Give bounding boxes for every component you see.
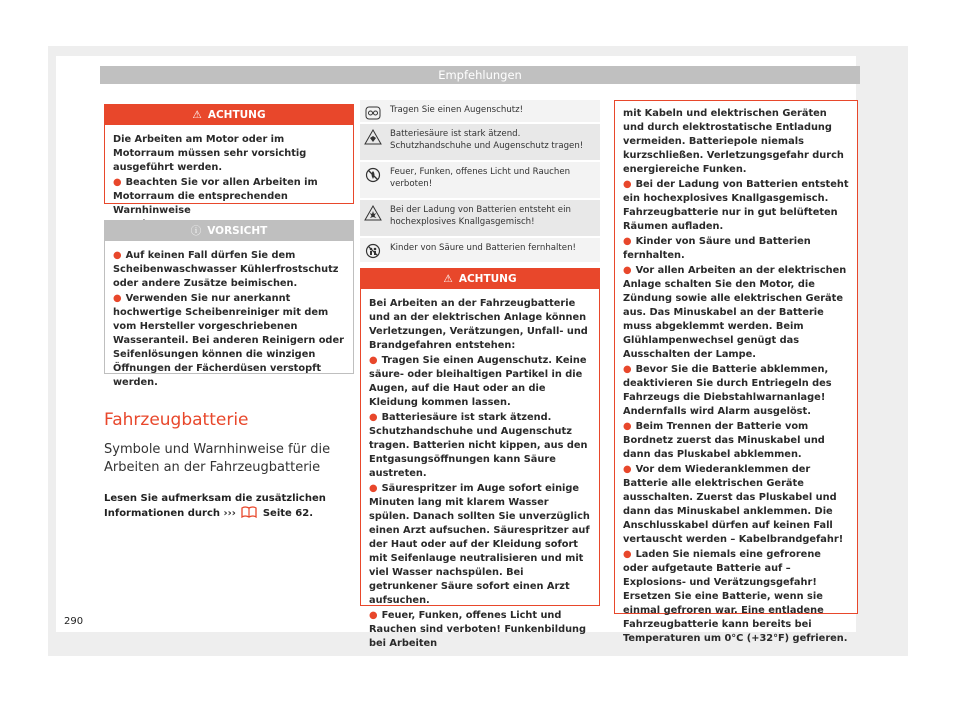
warning-bullet: ● Bei der Ladung von Batterien entsteht ein hochexplosives Knallgasgemisch. Fahrzeugbatterie nur in gut belüfteten Räumen aufladen. <box>623 179 849 232</box>
book-icon <box>241 506 257 521</box>
warning-bullet: ● Batteriesäure ist stark ätzend. Schutzhandschuhe und Augenschutz tragen. Batterien nicht kippen, aus den Entgasungsöffnungen kann Säure austreten. <box>369 412 588 479</box>
reference-arrow-icon: ››› <box>223 508 236 519</box>
warning-box-heading: ⚠ ACHTUNG <box>361 269 599 289</box>
page-reference-link[interactable]: Seite 62. <box>262 508 313 519</box>
warning-text: Die Arbeiten am Motor oder im Motorraum müssen sehr vorsichtig ausgeführt werden. <box>113 134 307 173</box>
warning-bullet: ● Kinder von Säure und Batterien fernhalten. <box>623 236 811 261</box>
warning-box-battery <box>360 268 600 649</box>
keep-children-away-icon <box>360 238 386 260</box>
page-number: 290 <box>64 616 84 627</box>
acid-warning-icon <box>360 124 386 146</box>
symbol-text: Batteriesäure ist stark ätzend. Schutzhandschuhe und Augenschutz tragen! <box>390 129 584 151</box>
warning-bullet: ● Bevor Sie die Batterie abklemmen, deaktivieren Sie durch Entriegeln des Fahrzeugs die Diebstahlwarnanlage! Andernfalls wird Alarm ausgelöst. <box>623 364 832 417</box>
symbol-row <box>360 200 600 238</box>
symbol-text: Bei der Ladung von Batterien entsteht ein hochexplosives Knallgasgemisch! <box>390 205 571 227</box>
explosion-warning-icon <box>360 200 386 222</box>
section-title: Fahrzeugbatterie <box>104 410 249 430</box>
warning-bullet: ● Beachten Sie vor allen Arbeiten im Motorraum die entsprechenden Warnhinweise <box>113 176 345 232</box>
section-subtitle: Symbole und Warnhinweise für die Arbeiten an der Fahrzeugbatterie <box>104 442 331 475</box>
warning-triangle-icon: ⚠ <box>443 273 453 285</box>
warning-box-engine <box>104 104 354 216</box>
symbol-text: Kinder von Säure und Batterien fernhalten! <box>390 243 576 253</box>
warning-triangle-icon: ⚠ <box>192 109 202 121</box>
symbol-row <box>360 162 600 200</box>
caution-box-body <box>105 241 353 397</box>
warning-box-body <box>615 101 857 653</box>
caution-box-heading: ⓘ VORSICHT <box>105 221 353 241</box>
symbol-row <box>360 124 600 162</box>
symbol-row <box>360 238 600 264</box>
warning-bullet: ● Vor dem Wiederanklemmen der Batterie alle elektrischen Geräte ausschalten. Zuerst das Pluskabel und dann das Minuskabel anklemmen. Die Anschlusskabel dürfen auf keinen Fall vertauscht werden – Kabelbrandgefahr! <box>623 464 844 545</box>
page-header: Empfehlungen <box>100 66 860 84</box>
warning-bullet: ● Vor allen Arbeiten an der elektrischen Anlage schalten Sie den Motor, die Zündung sowie alle elektrischen Geräte aus. Das Minuskabel an der Batterie muss abgeklemmt werden. Beim Glühlampenwechsel genügt das Ausschalten der Lampe. <box>623 265 847 360</box>
eye-protection-icon <box>360 100 386 122</box>
warning-bullet: ● Säurespritzer im Auge sofort einige Minuten lang mit klarem Wasser spülen. Danach sollten Sie unverzüglich einen Arzt aufsuchen. Säurespritzer auf der Haut oder auf der Kleidung sofort mit Seifenlauge neutralisieren und mit viel Wasser nachspülen. Bei getrunkener Säure sofort einen Arzt aufsuchen. <box>369 483 590 606</box>
warning-text: mit Kabeln und elektrischen Geräten und durch elektrostatische Entladung vermeiden. Batteriepole niemals kurzschließen. Verletzungsgefahr durch energiereiche Funken. <box>623 108 844 175</box>
warning-bullet: ● Tragen Sie einen Augenschutz. Keine säure- oder bleihaltigen Partikel in die Augen, auf die Haut oder an die Kleidung kommen lassen. <box>369 355 587 408</box>
warning-bullet: ● Feuer, Funken, offenes Licht und Rauchen sind verboten! Funkenbildung bei Arbeiten <box>369 610 587 649</box>
no-fire-icon <box>360 162 386 184</box>
symbol-text: Tragen Sie einen Augenschutz! <box>390 105 524 115</box>
info-circle-icon: ⓘ <box>190 225 202 237</box>
symbol-row <box>360 100 600 124</box>
caution-bullet: ● Auf keinen Fall dürfen Sie dem Scheibenwaschwasser Kühlerfrostschutz oder andere Zusätze beimischen. <box>113 250 339 289</box>
symbol-table <box>360 100 600 264</box>
symbol-text: Feuer, Funken, offenes Licht und Rauchen verboten! <box>390 167 571 189</box>
warning-box-body <box>361 289 599 658</box>
section-intro: Lesen Sie aufmerksam die zusätzlichen Informationen durch ››› Seite 62. <box>104 493 326 519</box>
warning-box-heading: ⚠ ACHTUNG <box>105 105 353 125</box>
warning-bullet: ● Beim Trennen der Batterie vom Bordnetz zuerst das Minuskabel und dann das Pluskabel abklemmen. <box>623 421 825 460</box>
caution-box-washer <box>104 220 354 388</box>
warning-bullet: ● Laden Sie niemals eine gefrorene oder aufgetaute Batterie auf – Explosions- und Verätzungsgefahr! Ersetzen Sie eine Batterie, wenn sie einmal gefroren war. Eine entladene Fahrzeugbatterie kann bereits bei Temperaturen um 0°C (+32°F) gefrieren. <box>623 549 848 644</box>
warning-box-battery-continued <box>614 100 858 644</box>
caution-bullet: ● Verwenden Sie nur anerkannt hochwertige Scheibenreiniger mit dem vom Hersteller vorgeschriebenen Wasseranteil. Bei anderen Reinigern oder Seifenlösungen können die winzigen Öffnungen der Fächerdüsen verstopft werden. <box>113 293 344 388</box>
warning-text: Bei Arbeiten an der Fahrzeugbatterie und an der elektrischen Anlage können Verletzungen, Verätzungen, Unfall- und Brandgefahren entstehen: <box>369 298 588 351</box>
